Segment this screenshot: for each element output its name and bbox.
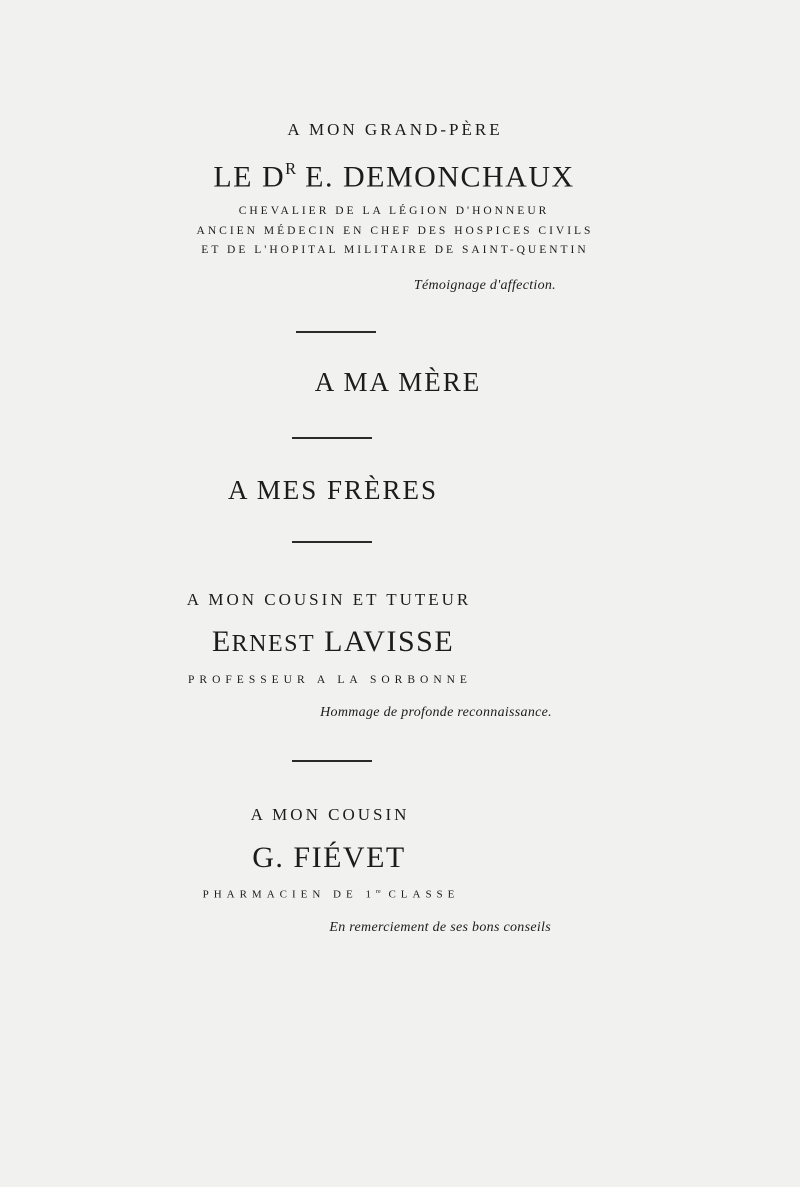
grandfather-title-3: ET DE L'HOPITAL MILITAIRE DE SAINT-QUENTIN <box>201 244 589 256</box>
grandfather-name-prefix: LE D <box>213 160 286 194</box>
grandfather-heading: A MON GRAND-PÈRE <box>287 120 503 139</box>
grandfather-name-main: E. DEMONCHAUX <box>296 160 575 194</box>
cousin-tutor-name <box>0 627 733 657</box>
cousin-note: En remerciement de ses bons conseils <box>329 920 551 935</box>
cousin-tutor-title: PROFESSEUR A LA SORBONNE <box>188 674 472 686</box>
cousin-tutor-name-last: LAVISSE <box>315 625 455 658</box>
cousin-heading: A MON COUSIN <box>250 805 410 824</box>
cousin-name: G. FIÉVET <box>252 841 406 874</box>
cousin-tutor-name-rest: RNEST <box>231 631 316 657</box>
separator-rule <box>292 437 372 439</box>
grandfather-title-2: ANCIEN MÉDECIN EN CHEF DES HOSPICES CIVILS <box>196 225 594 237</box>
cousin-title-suffix: CLASSE <box>380 888 460 901</box>
cousin-tutor-name-initial: E <box>211 625 232 658</box>
grandfather-note: Témoignage d'affection. <box>413 278 556 293</box>
cousin-title <box>0 889 731 901</box>
cousin-tutor-heading: A MON COUSIN ET TUTEUR <box>186 590 472 609</box>
cousin-tutor-note: Hommage de profonde reconnaissance. <box>320 705 552 720</box>
separator-rule <box>292 760 372 762</box>
mother-heading: A MA MÈRE <box>314 367 482 397</box>
grandfather-name <box>0 161 794 192</box>
cousin-title-prefix: PHARMACIEN DE 1 <box>202 888 376 901</box>
separator-rule <box>292 541 372 543</box>
brothers-heading: A MES FRÈRES <box>227 475 439 505</box>
cousin-title-sup: re <box>375 889 381 895</box>
grandfather-title-1: CHEVALIER DE LA LÉGION D'HONNEUR <box>238 205 550 217</box>
separator-rule <box>296 331 376 333</box>
grandfather-name-sup: R <box>285 159 297 178</box>
